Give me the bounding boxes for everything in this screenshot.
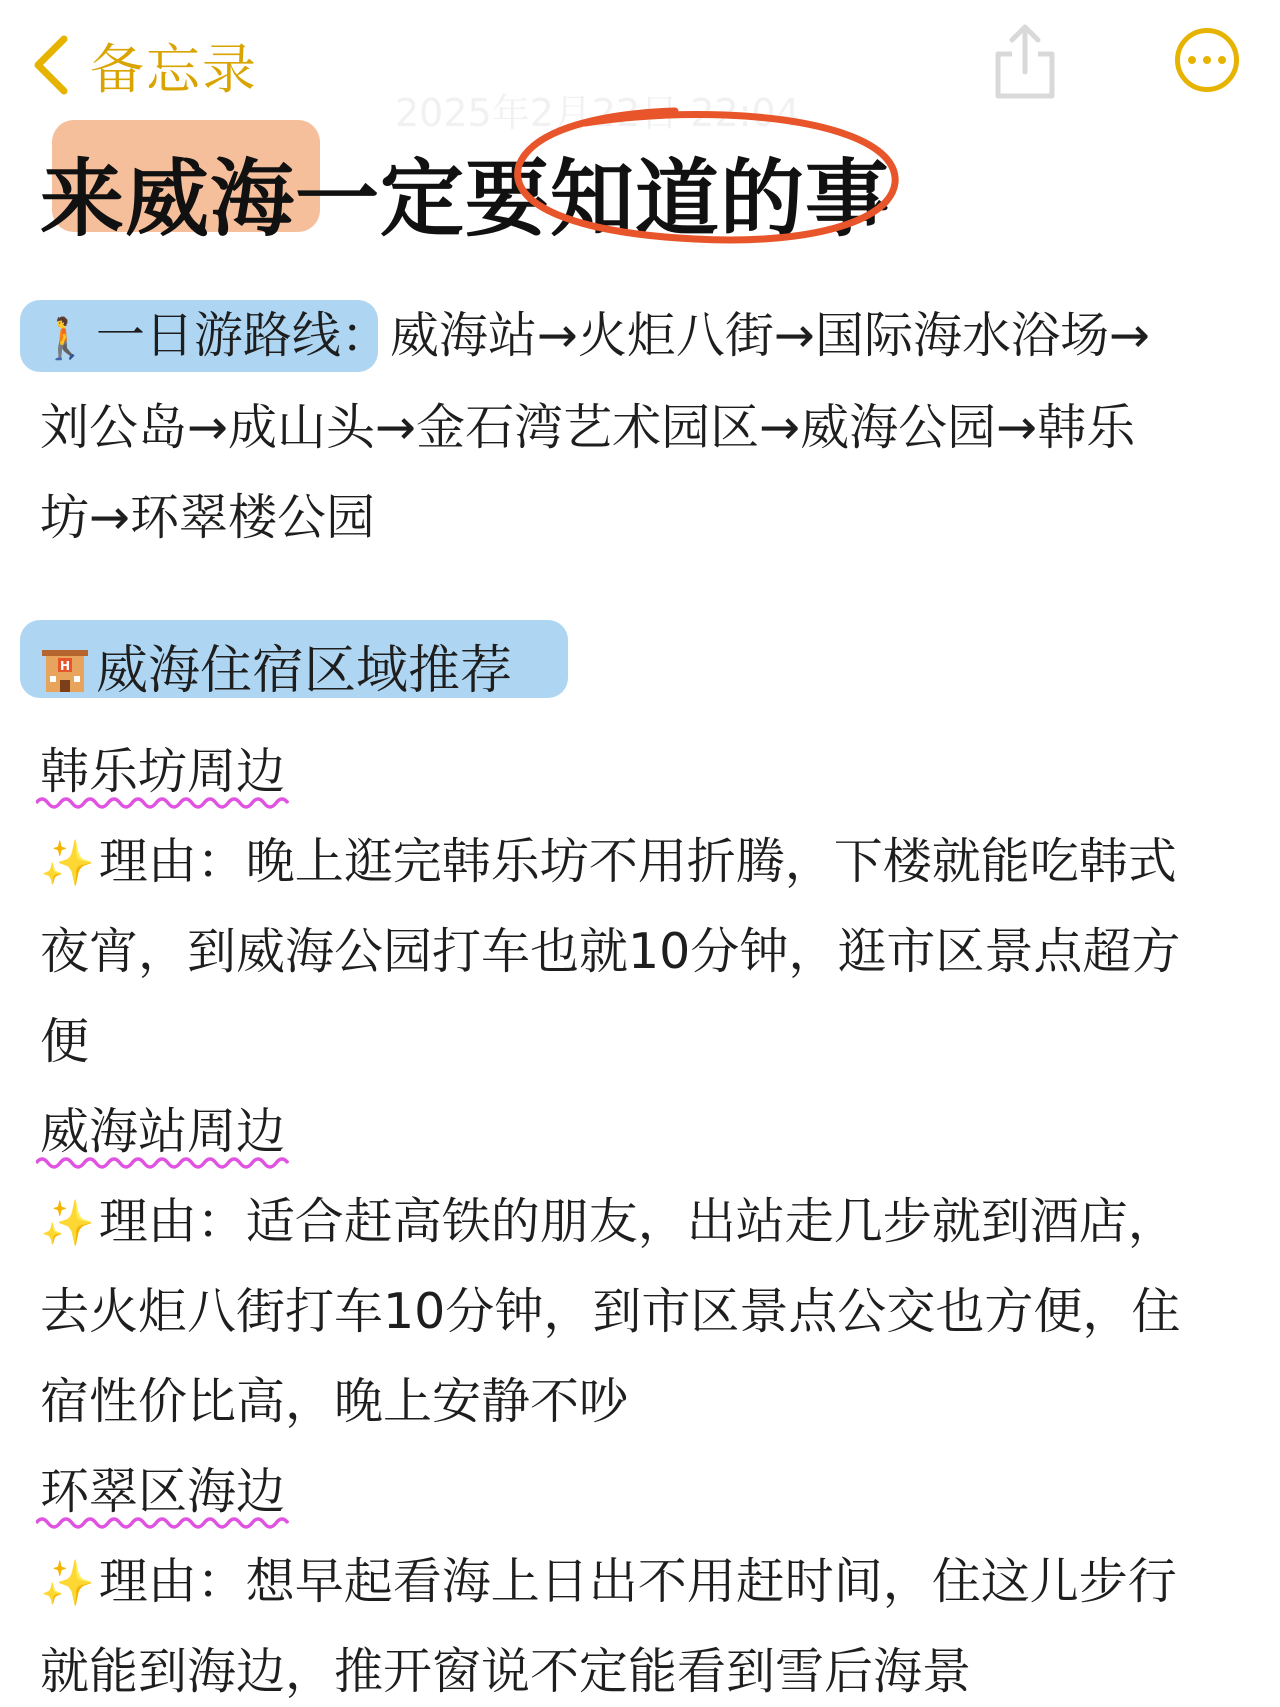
reason-3-line-2: 就能到海边，推开窗说不定能看到雪后海景 <box>40 1643 972 1700</box>
back-label: 备忘录 <box>90 37 258 101</box>
ellipsis-circle-icon[interactable] <box>1175 28 1239 92</box>
reason-3-line-1: ✨理由：想早起看海上日出不用赶时间，住这儿步行 <box>40 1553 1177 1610</box>
lodging-heading-text: 威海住宿区域推荐 <box>96 641 513 701</box>
chevron-left-icon <box>28 33 74 97</box>
svg-text:H: H <box>59 659 71 673</box>
route-line-2: 刘公岛→成山头→金石湾艺术园区→威海公园→韩乐 <box>40 399 1136 456</box>
wavy-underline <box>36 1514 292 1532</box>
walking-person-icon: 🚶 <box>40 316 90 362</box>
route-text-1: 威海站→火炬八街→国际海水浴场→ <box>389 307 1150 364</box>
back-button[interactable] <box>28 30 258 100</box>
page-title: 来威海一定要知道的事 <box>40 150 891 248</box>
lodging-heading <box>40 628 512 703</box>
route-line-1 <box>40 306 1150 369</box>
reason-1-line-1: ✨理由：晚上逛完韩乐坊不用折腾，下楼就能吃韩式 <box>40 833 1177 890</box>
reason-2-line-3: 宿性价比高，晚上安静不吵 <box>40 1373 629 1430</box>
area-name-1: 韩乐坊周边 <box>40 743 286 800</box>
area-name-2: 威海站周边 <box>40 1103 286 1160</box>
reason-1-line-2: 夜宵，到威海公园打车也就10分钟，逛市区景点超方 <box>40 923 1181 980</box>
wavy-underline <box>36 794 298 812</box>
note-timestamp: 2025年2月22日 22:04 <box>395 91 800 135</box>
sparkles-icon: ✨ <box>40 1558 95 1609</box>
reason-2-line-1: ✨理由：适合赶高铁的朋友，出站走几步就到酒店， <box>40 1193 1177 1250</box>
route-label: 一日游路线： <box>95 307 390 364</box>
title-circle-mark <box>505 105 900 250</box>
area-name-3: 环翠区海边 <box>40 1463 286 1520</box>
reason-2-line-2: 去火炬八街打车10分钟，到市区景点公交也方便，住 <box>40 1283 1181 1340</box>
sparkles-icon: ✨ <box>40 1198 95 1249</box>
route-line-3: 坊→环翠楼公园 <box>40 489 376 546</box>
hotel-icon <box>40 644 90 694</box>
share-icon[interactable] <box>990 22 1060 102</box>
reason-1-line-3: 便 <box>40 1013 90 1070</box>
sparkles-icon: ✨ <box>40 838 95 889</box>
wavy-underline <box>36 1154 298 1172</box>
